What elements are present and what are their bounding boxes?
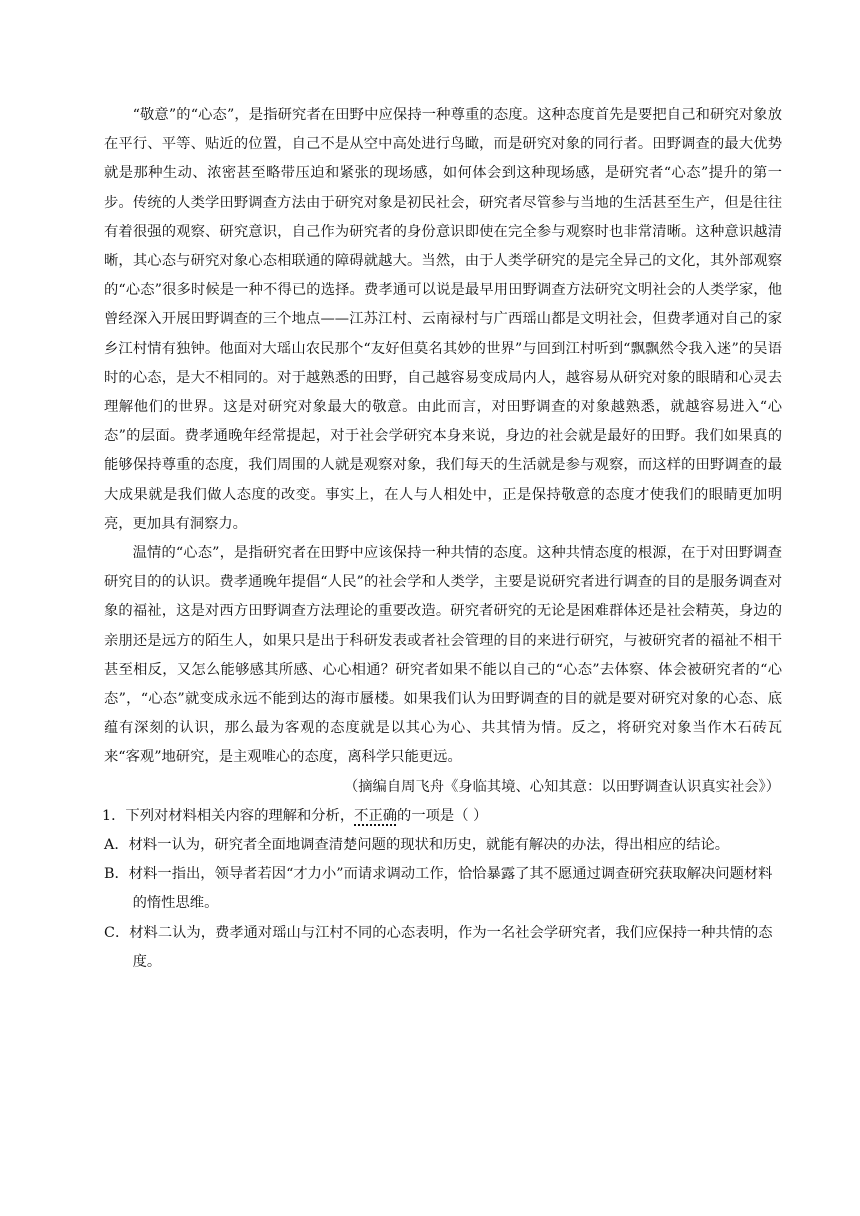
passage-source: （摘编自周飞舟《身临其境、心知其意：以田野调查认识真实社会》） bbox=[343, 778, 780, 795]
option-a[interactable]: A．材料一认为，研究者全面地调查清楚问题的现状和历史，就能有解决的办法，得出相应的结论。 bbox=[104, 837, 730, 854]
question-stem bbox=[102, 802, 782, 831]
question-stem-emphasis: 不正确 bbox=[354, 807, 398, 824]
question-stem-before: 下列对材料相关内容的理解和分析， bbox=[125, 807, 355, 824]
passage-paragraph-1: “敬意”的“心态”，是指研究者在田野中应保持一种尊重的态度。这种态度首先是要把自己和研究对象放在平行、平等、贴近的位置，自己不是从空中高处进行鸟瞰，而是研究对象的同行者。田野调查的最大优势就是那种生动、浓密甚至略带压迫和紧张的现场感，如何体会到这种现场感，是研究者“心态”提升的第一步。传统的人类学田野调查方法由于研究对象是初民社会，研究者尽管参与当地的生活甚至生产，但是往往有着很强的观察、研究意识，自己作为研究者的身份意识即使在完全参与观察时也非常清晰。这种意识越清晰，其心态与研究对象心态相联通的障碍就越大。当然，由于人类学研究的是完全异己的文化，其外部观察的“心态”很多时候是一种不得已的选择。费孝通可以说是最早用田野调查方法研究文明社会的人类学家，他曾经深入开展田野调查的三个地点——江苏江村、云南禄村与广西瑶山都是文明社会，但费孝通对自己的家乡江村情有独钟。他面对大瑶山农民那个“友好但莫名其妙的世界”与回到江村听到“飘飘然令我入迷”的吴语时的心态，是大不相同的。对于越熟悉的田野，自己越容易变成局内人，越容易从研究对象的眼睛和心灵去理解他们的世界。这是对研究对象最大的敬意。由此而言，对田野调查的对象越熟悉，就越容易进入“心态”的层面。费孝通晚年经常提起，对于社会学研究本身来说，身边的社会就是最好的田野。我们如果真的能够保持尊重的态度，我们周围的人就是观察对象，我们每天的生活就是参与观察，而这样的田野调查的最大成果就是我们做人态度的改变。事实上，在人与人相处中，正是保持敬意的态度才使我们的眼睛更加明亮，更加具有洞察力。 bbox=[104, 107, 782, 532]
question-options bbox=[104, 831, 782, 977]
question-stem-after: 的一项是（ ） bbox=[397, 807, 488, 824]
option-c[interactable]: C．材料二认为，费孝通对瑶山与江村不同的心态表明，作为一名社会学研究者，我们应保持一种共情的态度。 bbox=[104, 924, 773, 970]
option-b[interactable]: B．材料一指出，领导者若因“才力小”而请求调动工作，恰恰暴露了其不愿通过调查研究获取解决问题材料的惰性思维。 bbox=[104, 866, 773, 912]
question-number: 1． bbox=[102, 807, 126, 824]
passage-paragraph-2: 温情的“心态”，是指研究者在田野中应该保持一种共情的态度。这种共情态度的根源，在于对田野调查研究目的的认识。费孝通晚年提倡“人民”的社会学和人类学，主要是说研究者进行调查的目的是服务调查对象的福祉，这是对西方田野调查方法理论的重要改造。研究者研究的无论是困难群体还是社会精英，身边的亲朋还是远方的陌生人，如果只是出于科研发表或者社会管理的目的来进行研究，与被研究者的福祉不相干甚至相反，又怎么能够感其所感、心心相通？研究者如果不能以自己的“心态”去体察、体会被研究者的“心态”，“心态”就变成永远不能到达的海市蜃楼。如果我们认为田野调查的目的就是要对研究对象的心态、底蕴有深刻的认识，那么最为客观的态度就是以其心为心、共其情为情。反之，将研究对象当作木石砖瓦来“客观”地研究，是主观唯心的态度，离科学只能更远。 bbox=[104, 545, 782, 766]
